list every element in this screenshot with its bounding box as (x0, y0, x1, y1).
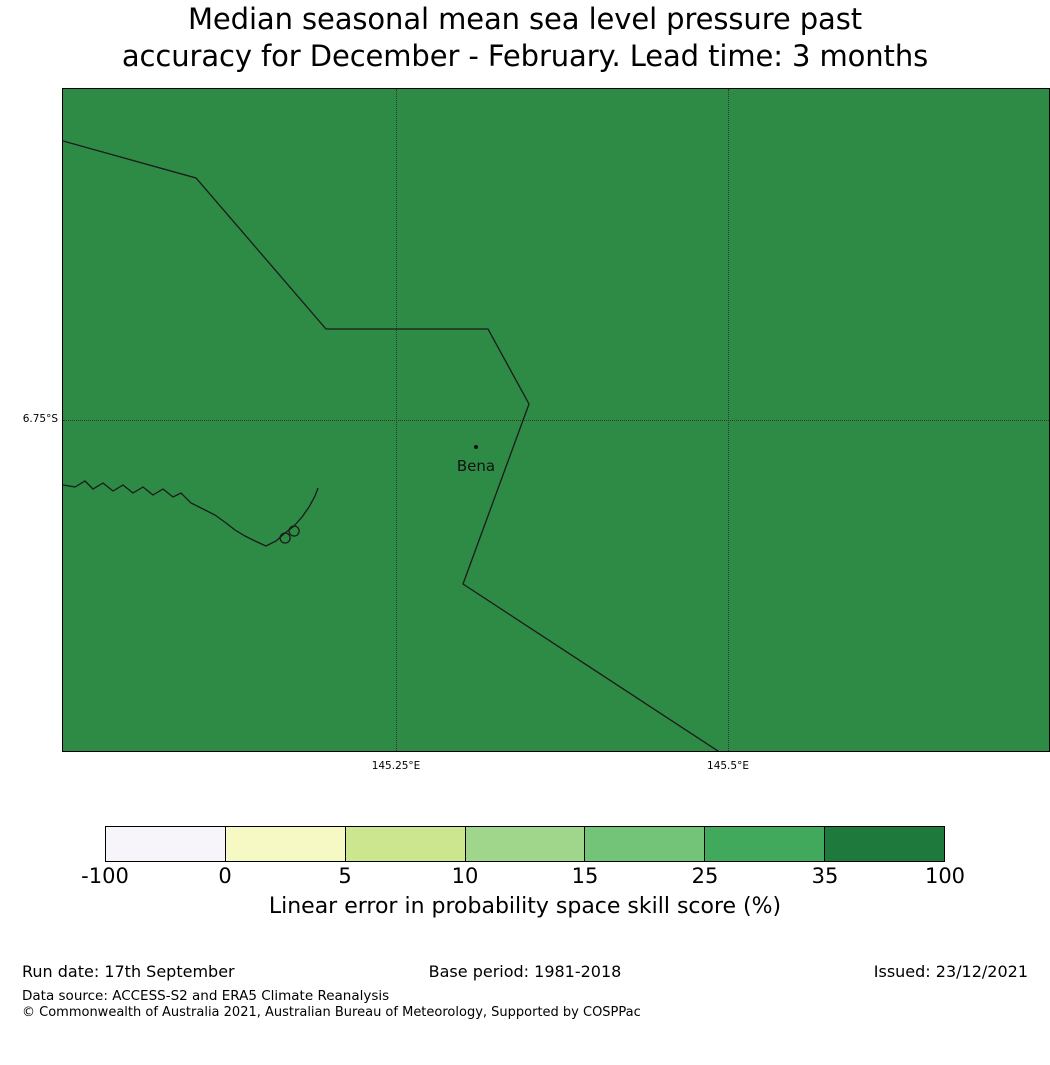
colorbar-tick-label-1: -100 (81, 864, 129, 888)
colorbar-segment-2 (226, 827, 346, 861)
y-axis-tick-label-1: 6.75°S (22, 413, 58, 425)
colorbar-segment-1 (106, 827, 226, 861)
coastline-and-boundary-lines (63, 89, 1050, 752)
base-period-text: Base period: 1981-2018 (428, 962, 622, 981)
colorbar-segment-6 (705, 827, 825, 861)
copyright-text: © Commonwealth of Australia 2021, Australian Bureau of Meteorology, Supported by COSPPac (22, 1005, 641, 1020)
x-axis-tick-label-1: 145.25°E (371, 760, 421, 772)
page-title (0, 0, 1050, 75)
title-line-1: Median seasonal mean sea level pressure past (187, 2, 862, 36)
colorbar (105, 826, 945, 862)
station-marker-bena (474, 445, 478, 449)
issued-date-text: Issued: 23/12/2021 (873, 962, 1028, 981)
colorbar-axis-label: Linear error in probability space skill score (%) (268, 894, 782, 919)
colorbar-segment-7 (825, 827, 944, 861)
footer-meta-row (0, 962, 1050, 986)
colorbar-tick-label-8: 100 (924, 864, 966, 888)
title-line-2: accuracy for December - February. Lead time: 3 months (121, 39, 929, 73)
colorbar-tick-label-2: 0 (218, 864, 232, 888)
data-source-text: Data source: ACCESS-S2 and ERA5 Climate Reanalysis (22, 988, 390, 1004)
colorbar-tick-label-7: 35 (811, 864, 839, 888)
colorbar-tick-label-6: 25 (691, 864, 719, 888)
colorbar-tick-label-3: 5 (338, 864, 352, 888)
colorbar-tick-label-5: 15 (571, 864, 599, 888)
map-plot-area (62, 88, 1050, 752)
colorbar-segment-3 (346, 827, 466, 861)
colorbar-segments (105, 826, 945, 862)
colorbar-segment-4 (466, 827, 586, 861)
run-date-text: Run date: 17th September (22, 962, 235, 981)
x-axis-tick-label-2: 145.5°E (707, 760, 749, 772)
colorbar-tick-label-4: 10 (451, 864, 479, 888)
station-label-bena: Bena (456, 457, 496, 475)
colorbar-segment-5 (585, 827, 705, 861)
